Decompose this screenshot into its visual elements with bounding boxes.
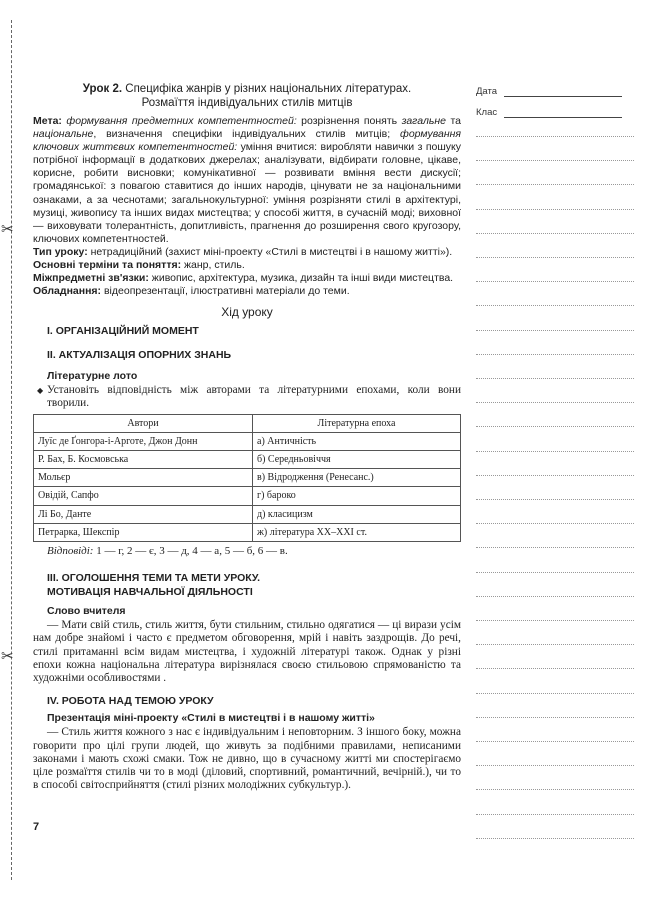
scissors-icon: ✂ xyxy=(1,221,14,238)
lesson-goal: Мета: формування предметних компетентностей: розрізнення понять загальне та національне, визначення специфіки індивідуальних стилів митців; формування ключових життєвих компетентностей: уміння вчитися: виробляти навички з пошуку потрібної інформації в додаткових джерелах; аналізувати, відбирати головне, цікаве, корисне, робити висновки; комунікативної — розвивати вміння вести дискусії; громадянської: з повагою ставитися до інших народів, цінувати не за національними ознаками, а за чеснотами; загальнокультурної: уміння розрізняти стилі в архітектурі, музиці, живопису та інших видах мистецтва; у способі життя, в сучасній моді; виховної — виховувати толерантність, допитливість, прагнення до розширення свого кругозору, ключових компетентностей. xyxy=(33,115,461,245)
presentation-text: — Стиль життя кожного з нас є індивідуальним і неповторним. З іншого боку, можна говорити про цілі групи людей, що живуть за подібними правилами, неписаними законами і мають схожі смаки. Тож не дивно, що в сучасному житті ми спостерігаємо ціле розмаїття стилів чи то в моді (діловий, спортивний, романтичний, вечірній.), чи то в способі світосприйняття (стилі різних молодіжних субкультур.). xyxy=(33,726,461,792)
table-cell: Лі Бо, Данте xyxy=(34,505,253,523)
ruled-line xyxy=(476,717,634,719)
table-cell: а) Античність xyxy=(253,433,461,451)
key-terms: Основні терміни та поняття: жанр, стиль. xyxy=(33,259,245,272)
table-cell: Р. Бах, Б. Космовська xyxy=(34,451,253,469)
table-cell: Овідій, Сапфо xyxy=(34,487,253,505)
lotto-title: Літературне лото xyxy=(47,369,138,382)
ruled-line xyxy=(476,814,634,816)
ruled-line xyxy=(476,402,634,404)
lesson-title: Урок 2. Специфіка жанрів у різних національних літературах. Розмаїття індивідуальних стилів митців xyxy=(82,83,412,109)
table-row xyxy=(34,469,461,487)
date-label: Дата xyxy=(476,86,498,97)
ruled-line xyxy=(476,281,634,283)
ruled-line xyxy=(476,378,634,380)
lesson-type: Тип уроку: нетрадиційний (захист міні-проекту «Стилі в мистецтві і в нашому житті»). xyxy=(33,245,453,258)
answers: Відповіді: 1 — г, 2 — є, 3 — д, 4 — а, 5 — б, 6 — в. xyxy=(47,544,288,557)
table-cell: ж) література ХХ–ХХІ ст. xyxy=(253,523,461,541)
table-row xyxy=(34,505,461,523)
ruled-line xyxy=(476,789,634,791)
table-header: Літературна епоха xyxy=(253,415,461,433)
ruled-line xyxy=(476,257,634,259)
ruled-line xyxy=(476,838,634,840)
table-header: Автори xyxy=(34,415,253,433)
ruled-line xyxy=(476,330,634,332)
section-heading: ІІ. АКТУАЛІЗАЦІЯ ОПОРНИХ ЗНАНЬ xyxy=(47,348,232,361)
section-heading: І. ОРГАНІЗАЦІЙНИЙ МОМЕНТ xyxy=(47,325,199,338)
ruled-line xyxy=(476,523,634,525)
ruled-line xyxy=(476,233,634,235)
bullet-icon: ◆ xyxy=(37,385,44,395)
table-row xyxy=(34,433,461,451)
ruled-line xyxy=(476,354,634,356)
ruled-line xyxy=(476,136,634,138)
class-field[interactable] xyxy=(476,107,622,118)
section-heading: МОТИВАЦІЯ НАВЧАЛЬНОЇ ДІЯЛЬНОСТІ xyxy=(47,586,253,599)
lotto-task: ◆ Установіть відповідність між авторами та літературними епохами, коли вони творили. xyxy=(37,383,461,409)
table-cell: б) Середньовіччя xyxy=(253,451,461,469)
ruled-line xyxy=(476,644,634,646)
table-cell: д) класицизм xyxy=(253,505,461,523)
ruled-line xyxy=(476,184,634,186)
table-header-row xyxy=(34,415,461,433)
ruled-line xyxy=(476,572,634,574)
table-cell: г) бароко xyxy=(253,487,461,505)
table-cell: Петрарка, Шекспір xyxy=(34,523,253,541)
table-row xyxy=(34,451,461,469)
scissors-icon: ✂ xyxy=(1,648,14,665)
ruled-line xyxy=(476,160,634,162)
section-heading: ІІІ. ОГОЛОШЕННЯ ТЕМИ ТА МЕТИ УРОКУ. xyxy=(47,571,261,584)
table-cell: Мольєр xyxy=(34,469,253,487)
ruled-line xyxy=(476,693,634,695)
page-number: 7 xyxy=(33,821,40,833)
lesson-content xyxy=(33,82,461,792)
equipment: Обладнання: відеопрезентації, ілюстративні матеріали до теми. xyxy=(33,285,350,298)
interdisciplinary-links: Міжпредметні зв'язки: живопис, архітектура, музика, дизайн та інші види мистецтва. xyxy=(33,272,454,285)
ruled-line xyxy=(476,620,634,622)
table-row xyxy=(34,487,461,505)
date-field[interactable] xyxy=(476,86,622,97)
ruled-line xyxy=(476,451,634,453)
teacher-word-text: — Мати свій стиль, стиль життя, бути стильним, стильно одягатися — ці вирази усім нам добре знайомі і часто є предметом обговорення, мрій і навіть заздрощів. До речі, стилі притаманні всім видам мистецтва, і художній літературі також. Однак у різні епохи кожна національна література вирізнялася своєю стильовою спрямованістю та художніми особливостями . xyxy=(33,619,461,685)
lesson-course-title: Хід уроку xyxy=(221,305,273,320)
table-cell: в) Відродження (Ренесанс.) xyxy=(253,469,461,487)
ruled-line xyxy=(476,547,634,549)
table-row xyxy=(34,523,461,541)
section-heading: ІV. РОБОТА НАД ТЕМОЮ УРОКУ xyxy=(47,695,214,708)
matching-table xyxy=(33,414,461,542)
ruled-line xyxy=(476,475,634,477)
ruled-line xyxy=(476,499,634,501)
ruled-line xyxy=(476,305,634,307)
ruled-line xyxy=(476,741,634,743)
ruled-line xyxy=(476,209,634,211)
table-cell: Луїс де Ґонгора-і-Арготе, Джон Донн xyxy=(34,433,253,451)
ruled-line xyxy=(476,596,634,598)
ruled-line xyxy=(476,765,634,767)
class-label: Клас xyxy=(476,107,498,118)
teacher-word-title: Слово вчителя xyxy=(47,605,126,618)
ruled-line xyxy=(476,668,634,670)
presentation-title: Презентація міні-проекту «Стилі в мистецтві і в нашому житті» xyxy=(47,712,375,725)
cut-line xyxy=(11,20,12,880)
ruled-line xyxy=(476,426,634,428)
